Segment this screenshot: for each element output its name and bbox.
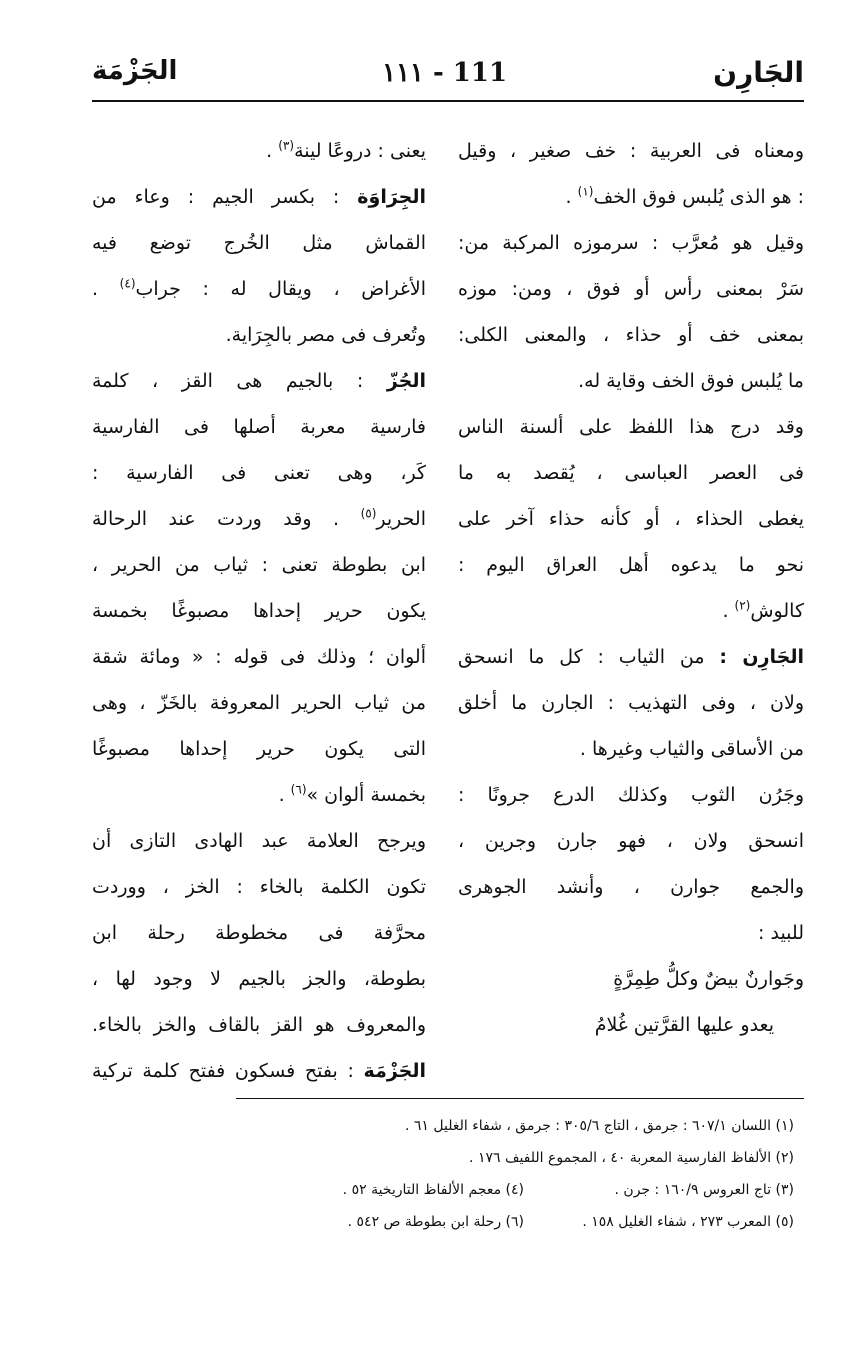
text-line: بطوطة، والجز بالجيم لا وجود لها ، [92, 968, 426, 990]
text-line: محرَّفة فى مخطوطة رحلة ابن [92, 922, 426, 944]
footnote: (٢) الألفاظ الفارسية المعربة ٤٠ ، المجموع اللفيف ١٧٦ . [469, 1150, 794, 1166]
text-line [458, 588, 804, 634]
text-line: انسحق ولان ، فهو جارن وجرين ، [458, 830, 804, 852]
text-span: . [565, 186, 578, 208]
entry-term: الجِرَاوَة [357, 186, 426, 208]
footnote-divider [236, 1098, 804, 1099]
text-span: كالوش [750, 600, 804, 622]
text-line: يكون حرير إحداها مصبوغًا بخمسة [92, 600, 426, 622]
text-span: يعنى : دروعًا لينة [294, 140, 426, 162]
text-span: الحرير [376, 508, 426, 530]
text-line: والجمع جوارن ، وأنشد الجوهرى [458, 876, 804, 898]
text-line: ألوان ؛ وذلك فى قوله : « ومائة شقة [92, 646, 426, 668]
text-line: من ثياب الحرير المعروفة بالخَزّ ، وهى [92, 692, 426, 714]
header-page-number: ١١١ - 111 [382, 58, 508, 88]
footnotes [234, 1110, 794, 1238]
entry-term: الجُزّ [386, 370, 426, 392]
text-line: التى يكون حرير إحداها مصبوغًا [92, 738, 426, 760]
text-span: . [722, 600, 735, 622]
footnote-ref: (٢) [734, 598, 751, 613]
text-line [458, 174, 804, 220]
footnote-row [234, 1206, 794, 1238]
text-line: وقد درج هذا اللفظ على ألسنة الناس [458, 416, 804, 438]
text-line: ومعناه فى العربية : خف صغير ، وقيل [458, 140, 804, 162]
text-line: بمعنى خف أو حذاء ، والمعنى الكلى: [458, 324, 804, 346]
entry-term: الجَزْمَة [363, 1060, 426, 1082]
footnote: (٣) تاج العروس ١٦٠/٩ : جرن . [614, 1182, 794, 1198]
text-span: من الثياب : كل ما انسحق [458, 646, 705, 668]
footnote: (٤) معجم الألفاظ التاريخية ٥٢ . [342, 1182, 524, 1198]
footnote-ref: (٦) [290, 782, 307, 797]
verse-line: وجَوارنٌ بيضٌ وكلُّ طِمِرَّةٍ [613, 968, 804, 990]
text-line: تكون الكلمة بالخاء : الخز ، ووردت [92, 876, 426, 898]
text-line: والمعروف هو القز بالقاف والخز بالخاء. [92, 1014, 426, 1036]
text-span: . وقد وردت عند الرحالة [92, 508, 340, 530]
text-span: : بفتح فسكون ففتح كلمة تركية [92, 1060, 354, 1082]
text-span: : هو الذى يُلبس فوق الخف [593, 186, 804, 208]
footnote-ref: (٤) [119, 276, 136, 291]
text-span: . [278, 784, 291, 806]
text-line: ولان ، وفى التهذيب : الجارن ما أخلق [458, 692, 804, 714]
entry-line [458, 634, 804, 680]
text-line [92, 772, 426, 818]
right-column [458, 128, 804, 1048]
text-line: نحو ما يدعوه أهل العراق اليوم : [458, 554, 804, 576]
text-line: سَرْ بمعنى رأس أو فوق ، ومن: موزه [458, 278, 804, 300]
footnote: (٥) المعرب ٢٧٣ ، شفاء الغليل ١٥٨ . [582, 1214, 794, 1230]
footnote: (١) اللسان ٦٠٧/١ : جرمق ، التاج ٣٠٥/٦ : جرمق ، شفاء الغليل ٦١ . [404, 1118, 794, 1134]
text-span: بخمسة ألوان » [306, 784, 426, 806]
text-line: فارسية معربة أصلها فى الفارسية [92, 416, 426, 438]
text-span: : بكسر الجيم : وعاء من [92, 186, 340, 208]
entry-term: الجَارِن : [719, 646, 804, 668]
text-line: ويرجح العلامة عبد الهادى التازى أن [92, 830, 426, 852]
entry-line [92, 174, 426, 220]
text-line: وقيل هو مُعرَّب : سرموزه المركبة من: [458, 232, 804, 254]
text-line [92, 128, 426, 174]
footnote-ref: (١) [577, 184, 594, 199]
page-header [92, 52, 804, 102]
text-line: ابن بطوطة تعنى : ثياب من الحرير ، [92, 554, 426, 576]
footnote-ref: (٥) [360, 506, 377, 521]
text-line [92, 496, 426, 542]
text-span: . [266, 140, 279, 162]
entry-line [92, 358, 426, 404]
text-span: . [92, 278, 120, 300]
text-line: للبيد : [758, 922, 804, 944]
verse-line: يعدو عليها القرَّتين غُلامُ [594, 1014, 774, 1036]
text-line: يغطى الحذاء ، أو كأنه حذاء آخر على [458, 508, 804, 530]
header-left-title: الجَزْمَة [92, 56, 178, 86]
text-line: كَر، وهى تعنى فى الفارسية : [92, 462, 426, 484]
footnote-row [234, 1174, 794, 1206]
text-line [92, 266, 426, 312]
text-line: القماش مثل الخُرج توضع فيه [92, 232, 426, 254]
header-right-title: الجَارِن [713, 56, 804, 89]
entry-line [92, 1048, 426, 1094]
left-column [92, 128, 426, 1094]
text-line: وتُعرف فى مصر بالجِرَاية. [225, 324, 426, 346]
footnote-ref: (٣) [278, 138, 295, 153]
text-line: وجَرُن الثوب وكذلك الدرع جرونًا : [458, 784, 804, 806]
text-line: فى العصر العباسى ، يُقصد به ما [458, 462, 804, 484]
text-span: : بالجيم هى القز ، كلمة [92, 370, 364, 392]
footnote: (٦) رحلة ابن بطوطة ص ٥٤٢ . [347, 1214, 524, 1230]
text-line: من الأساقى والثياب وغيرها . [579, 738, 804, 760]
text-line: ما يُلبس فوق الخف وقاية له. [578, 370, 804, 392]
text-span: الأغراض ، ويقال له : جراب [135, 278, 426, 300]
